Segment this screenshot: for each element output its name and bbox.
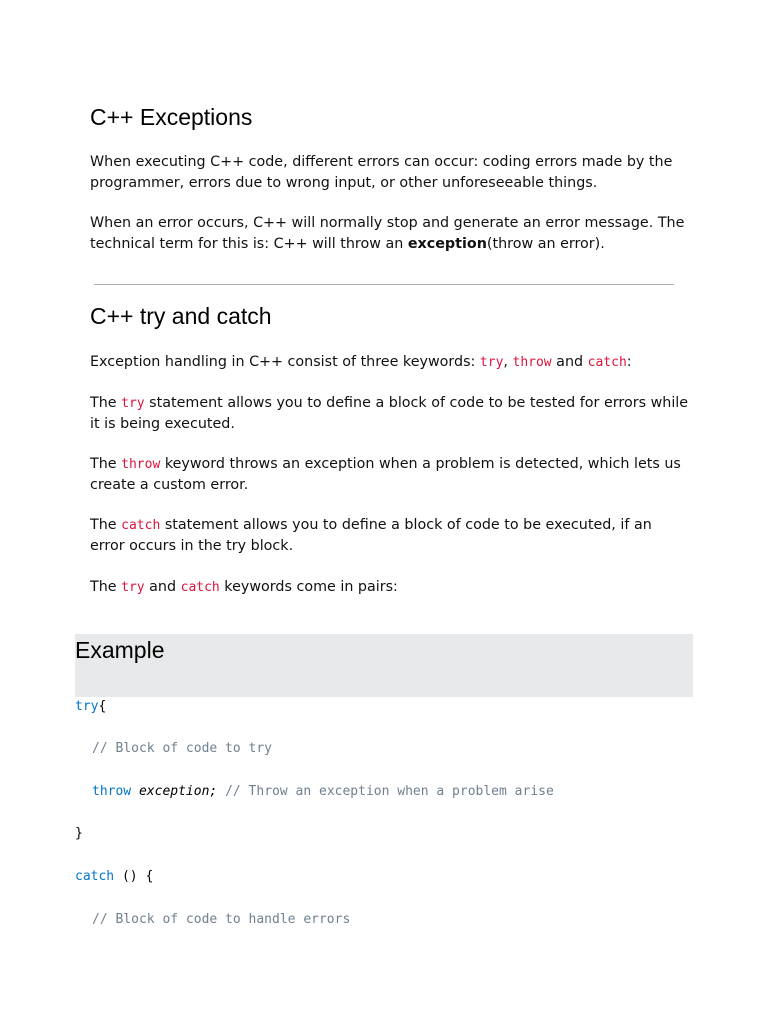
text: and <box>551 354 588 370</box>
code-comment: // Block of code to handle errors <box>92 912 351 927</box>
text: When an error occurs, C++ will normally stop and generate an error message. The technical term for this is: C++ will throw an <box>90 215 685 252</box>
code-line-comment-handle <box>92 912 350 928</box>
horizontal-divider <box>94 284 674 285</box>
example-header <box>75 634 693 697</box>
code-line-comment-try <box>92 741 272 757</box>
code-keyword-throw: throw <box>92 784 132 799</box>
text: The <box>90 517 122 533</box>
paragraph-keywords <box>90 352 690 373</box>
text: statement allows you to define a block of code to be tested for errors while it is being executed. <box>90 395 689 432</box>
bold-term-exception: exception <box>407 236 487 252</box>
keyword-try: try <box>121 580 145 595</box>
paragraph-throw <box>90 454 690 496</box>
text: The <box>90 579 122 595</box>
text: Exception handling in C++ consist of three keywords: <box>90 354 480 370</box>
paragraph-try <box>90 393 690 435</box>
text: (throw an error). <box>486 236 605 252</box>
code-keyword-try: try <box>75 699 99 714</box>
code-line-catch <box>75 869 153 885</box>
keyword-throw: throw <box>512 355 552 370</box>
code-keyword-catch: catch <box>75 869 115 884</box>
text: : <box>626 354 632 370</box>
text: The <box>90 395 122 411</box>
keyword-try: try <box>479 355 504 370</box>
code-text: () { <box>114 869 154 884</box>
code-line-try <box>75 699 106 715</box>
code-variable: exception; <box>138 784 218 799</box>
text: The <box>90 456 122 472</box>
text: , <box>503 354 513 370</box>
code-comment: // Throw an exception when a problem arise <box>225 784 554 799</box>
code-text: { <box>98 699 107 714</box>
example-title: Example <box>75 637 165 663</box>
text: keyword throws an exception when a problem is detected, which lets us create a custom error. <box>90 456 681 493</box>
section-title-exceptions: C++ Exceptions <box>90 104 253 130</box>
keyword-catch: catch <box>121 518 161 533</box>
code-line-throw <box>92 784 554 800</box>
paragraph-pairs <box>90 577 690 598</box>
paragraph-catch <box>90 515 690 557</box>
text: and <box>144 579 181 595</box>
keyword-catch: catch <box>587 355 627 370</box>
section-title-try-catch: C++ try and catch <box>90 303 272 329</box>
text: statement allows you to define a block of code to be executed, if an error occurs in the try block. <box>90 517 652 554</box>
keyword-catch: catch <box>180 580 220 595</box>
text: keywords come in pairs: <box>219 579 398 595</box>
code-line-close-brace: } <box>75 826 83 841</box>
keyword-try: try <box>121 396 145 411</box>
paragraph-throw-exception <box>90 213 690 255</box>
code-comment: // Block of code to try <box>92 741 273 756</box>
paragraph-intro: When executing C++ code, different errors can occur: coding errors made by the programmer, errors due to wrong input, or other unforeseeable things. <box>90 154 673 191</box>
keyword-throw: throw <box>121 457 161 472</box>
